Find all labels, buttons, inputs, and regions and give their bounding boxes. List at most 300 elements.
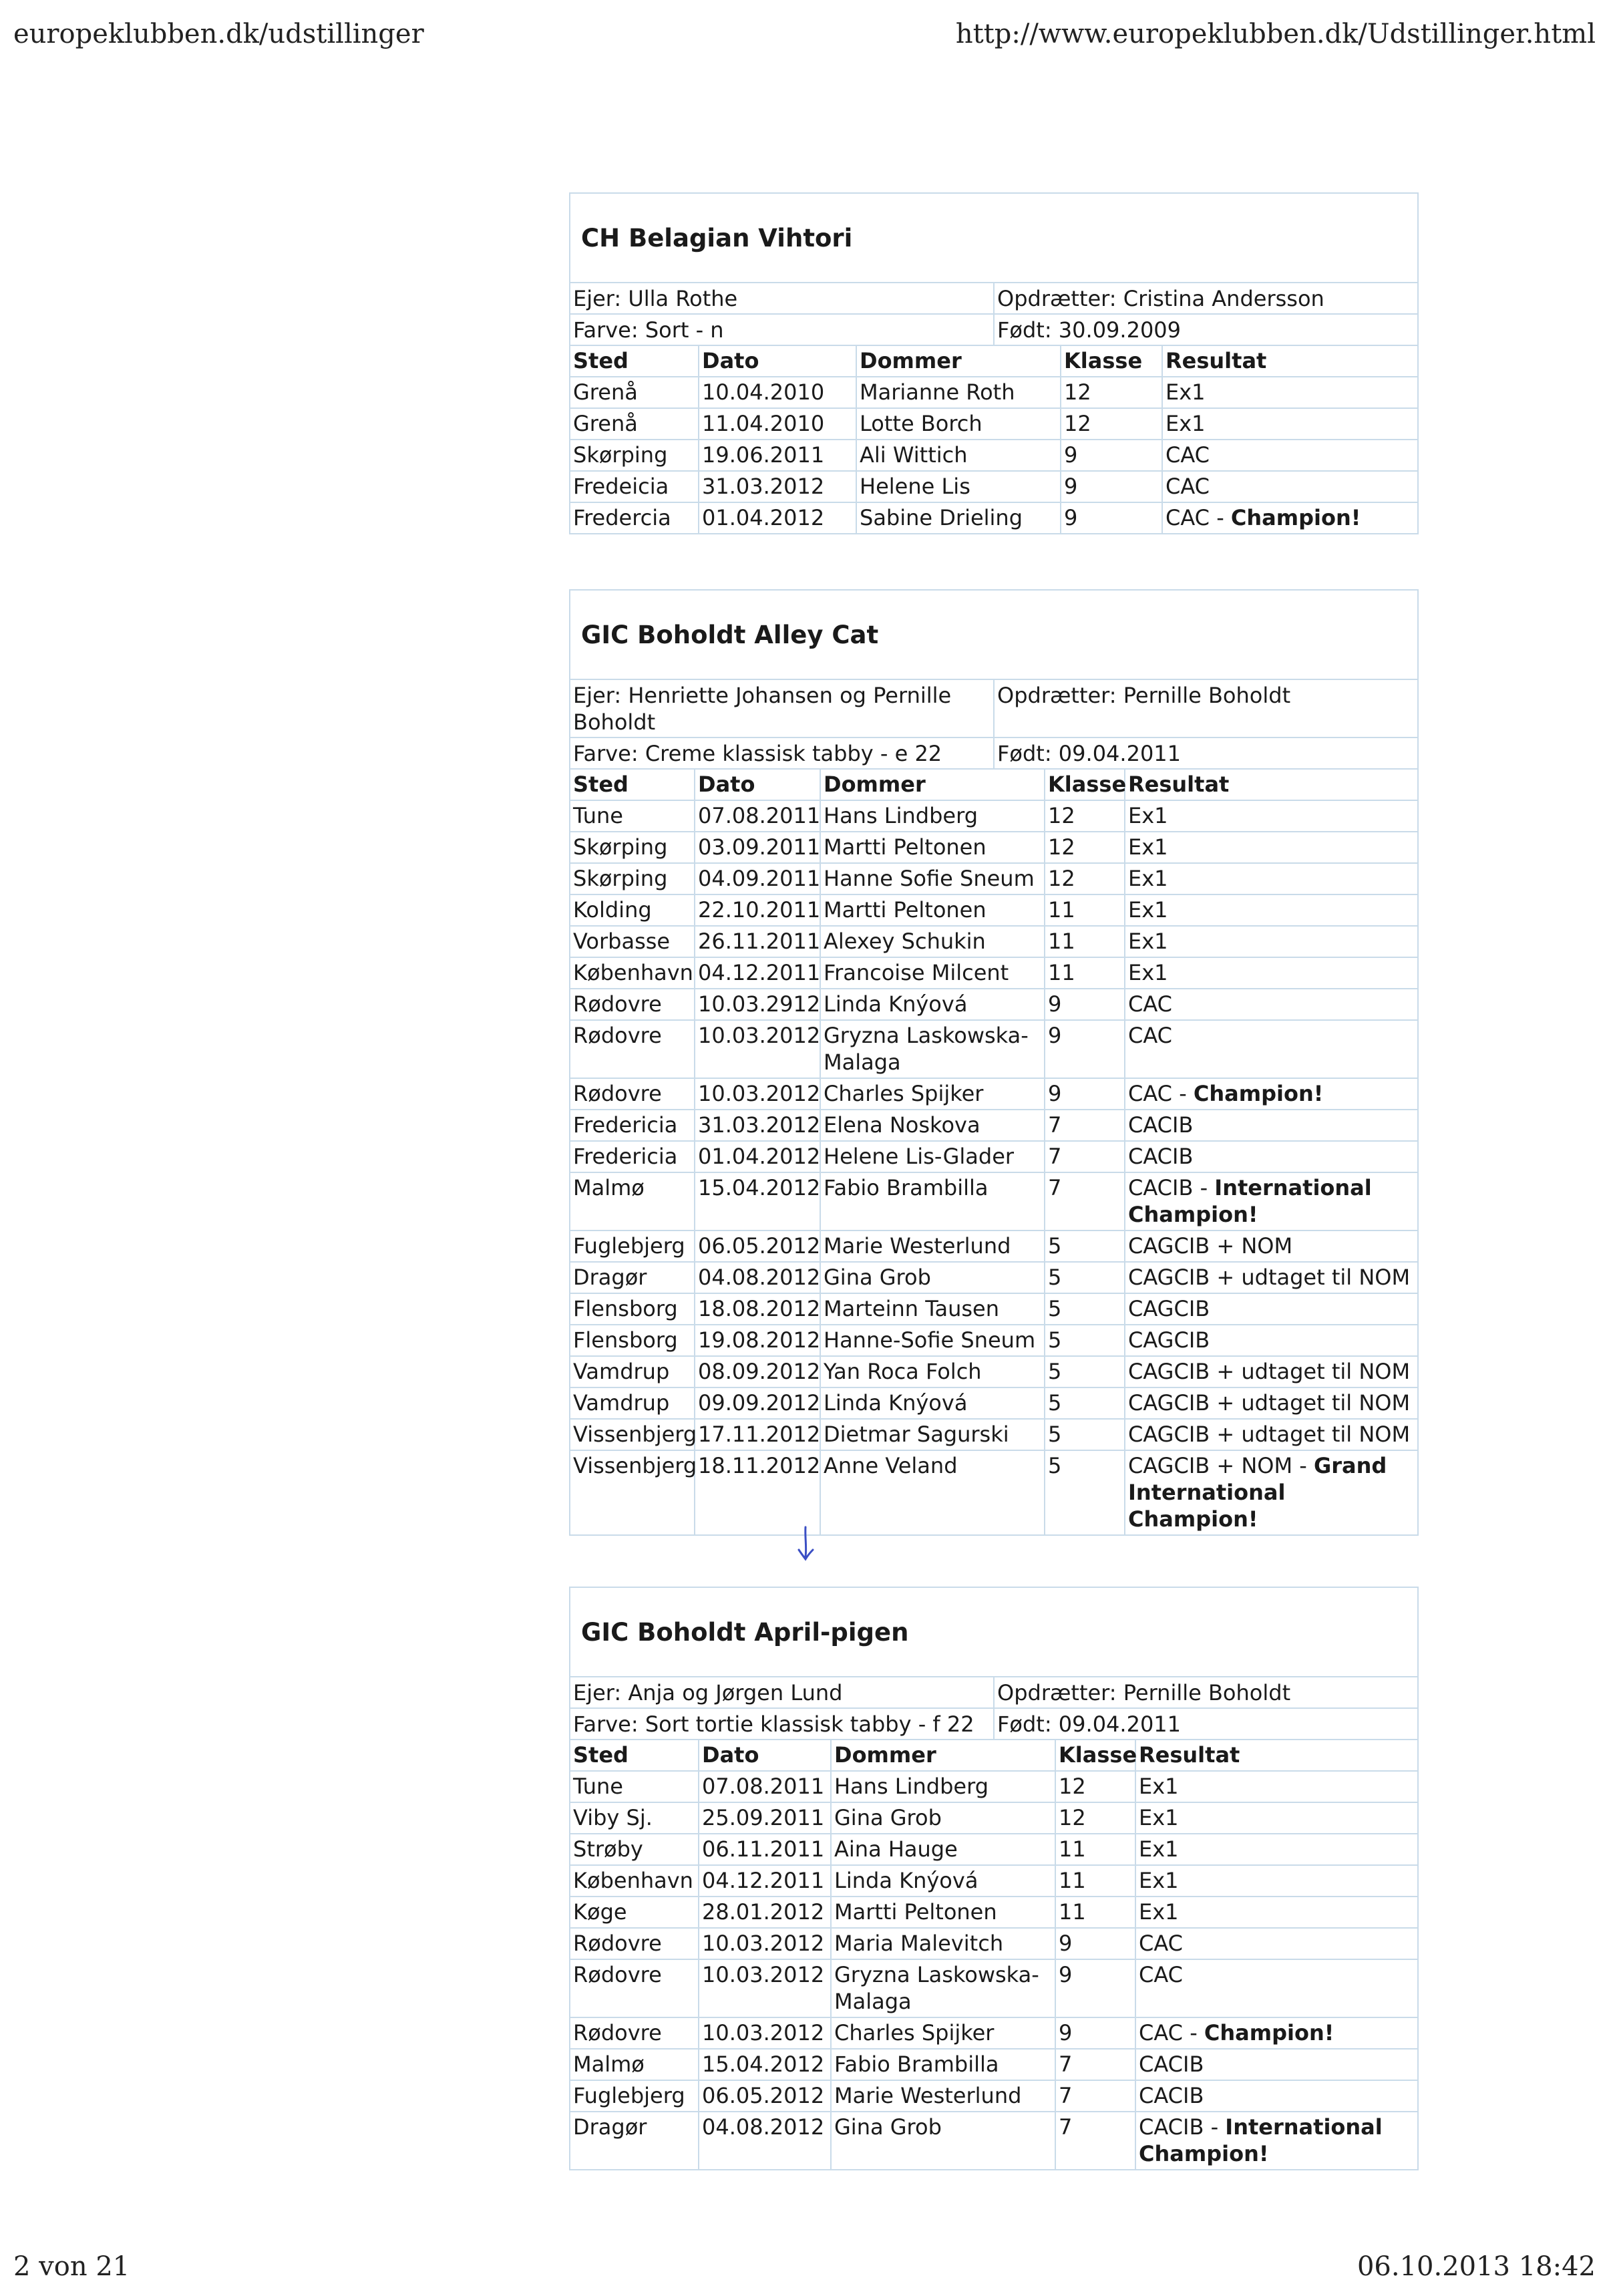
table-row [570, 1928, 1417, 1959]
cell-resultat [1125, 989, 1417, 1020]
column-header-klasse: Klasse [1045, 770, 1125, 800]
table-row [570, 1262, 1417, 1293]
cell-klasse: 12 [1061, 408, 1162, 440]
cell-klasse: 5 [1045, 1450, 1125, 1534]
result-text: CAC - [1139, 2020, 1204, 2045]
cell-dato: 09.09.2012 [695, 1387, 820, 1419]
result-text: Ex1 [1139, 1805, 1179, 1830]
owner: Ejer: Anja og Jørgen Lund [570, 1677, 994, 1708]
column-header-resultat: Resultat [1135, 1740, 1417, 1771]
cell-sted: Rødovre [570, 1959, 699, 2017]
cell-dommer: Hans Lindberg [820, 800, 1045, 832]
cell-klasse: 11 [1055, 1897, 1135, 1928]
table-row [570, 1356, 1417, 1387]
cell-resultat [1125, 1262, 1417, 1293]
result-text: Ex1 [1139, 1836, 1179, 1862]
cell-klasse: 9 [1055, 1959, 1135, 2017]
cell-sted: Vissenbjerg [570, 1419, 695, 1450]
cell-sted: Grenå [570, 377, 699, 408]
cell-sted: Kolding [570, 894, 695, 926]
breeder: Opdrætter: Pernille Boholdt [994, 1677, 1417, 1708]
cell-dommer: Aina Hauge [831, 1834, 1055, 1865]
cell-sted: København [570, 1865, 699, 1897]
column-header-dommer: Dommer [820, 770, 1045, 800]
cell-dato: 07.08.2011 [699, 1771, 831, 1802]
result-text: CAGCIB + udtaget til NOM [1128, 1422, 1411, 1447]
table-row [570, 1387, 1417, 1419]
table-row [570, 1897, 1417, 1928]
column-header-dato: Dato [695, 770, 820, 800]
cell-sted: Skørping [570, 832, 695, 863]
cell-dommer: Martti Peltonen [831, 1897, 1055, 1928]
table-row [570, 440, 1417, 471]
cell-sted: Strøby [570, 1834, 699, 1865]
cell-dato: 06.11.2011 [699, 1834, 831, 1865]
cell-resultat [1125, 1231, 1417, 1262]
cell-resultat [1125, 800, 1417, 832]
cell-dommer: Helene Lis-Glader [820, 1141, 1045, 1172]
print-header-left: europeklubben.dk/udstillinger [13, 19, 424, 49]
breeder: Opdrætter: Pernille Boholdt [994, 680, 1417, 737]
cat-info-table [570, 283, 1417, 346]
cell-resultat [1125, 894, 1417, 926]
cell-dommer: Lotte Borch [856, 408, 1061, 440]
cell-klasse: 12 [1061, 377, 1162, 408]
cell-dato: 01.04.2012 [695, 1141, 820, 1172]
result-text: Ex1 [1139, 1899, 1179, 1925]
results-table [570, 346, 1417, 533]
cell-dommer: Francoise Milcent [820, 957, 1045, 989]
table-row [570, 957, 1417, 989]
cell-klasse: 5 [1045, 1262, 1125, 1293]
cell-klasse: 12 [1045, 863, 1125, 894]
cell-resultat [1135, 1959, 1417, 2017]
result-text: CACIB [1128, 1144, 1194, 1169]
cell-sted: Rødovre [570, 989, 695, 1020]
title-achievement: Champion! [1193, 1081, 1324, 1106]
table-row [570, 989, 1417, 1020]
result-text: CAGCIB + NOM - [1128, 1453, 1314, 1478]
title-achievement: Champion! [1204, 2020, 1334, 2045]
cell-dommer: Linda Knýová [820, 1387, 1045, 1419]
cell-resultat [1125, 1078, 1417, 1110]
cell-resultat [1135, 2112, 1417, 2169]
cell-dato: 11.04.2010 [699, 408, 856, 440]
cell-sted: Fredeicia [570, 471, 699, 502]
table-row [570, 377, 1417, 408]
cell-klasse: 5 [1045, 1419, 1125, 1450]
cell-sted: Dragør [570, 2112, 699, 2169]
table-row [570, 1020, 1417, 1078]
cell-dommer: Gryzna Laskowska-Malaga [820, 1020, 1045, 1078]
color: Farve: Creme klassisk tabby - e 22 [570, 737, 994, 769]
cell-resultat [1125, 1141, 1417, 1172]
cell-sted: Fredericia [570, 1141, 695, 1172]
table-row [570, 800, 1417, 832]
cell-dato: 04.08.2012 [695, 1262, 820, 1293]
cell-sted: Rødovre [570, 2017, 699, 2049]
table-row [570, 471, 1417, 502]
result-text: CACIB [1139, 2083, 1204, 2108]
cell-klasse: 5 [1045, 1293, 1125, 1325]
cell-klasse: 11 [1045, 957, 1125, 989]
cell-klasse: 9 [1061, 502, 1162, 533]
table-row [570, 926, 1417, 957]
table-row [570, 1802, 1417, 1834]
cell-dommer: Gina Grob [831, 1802, 1055, 1834]
cell-dato: 04.12.2011 [699, 1865, 831, 1897]
title-achievement: International Champion! [1139, 2114, 1383, 2166]
cell-dato: 26.11.2011 [695, 926, 820, 957]
cat-name: GIC Boholdt Alley Cat [570, 591, 1417, 680]
table-row [570, 1231, 1417, 1262]
cell-dato: 06.05.2012 [699, 2080, 831, 2112]
print-footer-right: 06.10.2013 18:42 [1357, 2251, 1596, 2282]
cell-dommer: Dietmar Sagurski [820, 1419, 1045, 1450]
cell-klasse: 7 [1055, 2080, 1135, 2112]
cell-klasse: 7 [1045, 1141, 1125, 1172]
cell-sted: Vorbasse [570, 926, 695, 957]
cell-dato: 10.03.2012 [695, 1020, 820, 1078]
results-table [570, 1740, 1417, 2169]
result-text: CAC [1139, 1931, 1184, 1956]
cell-resultat [1125, 1325, 1417, 1356]
result-text: CAGCIB [1128, 1296, 1210, 1321]
table-row [570, 1865, 1417, 1897]
cell-sted: Vissenbjerg [570, 1450, 695, 1534]
cell-resultat [1135, 1802, 1417, 1834]
cell-dato: 18.08.2012 [695, 1293, 820, 1325]
table-row [570, 1078, 1417, 1110]
result-text: CAC [1128, 991, 1173, 1017]
owner: Ejer: Ulla Rothe [570, 283, 994, 314]
result-text: CAC [1128, 1023, 1173, 1048]
cat-info-table [570, 680, 1417, 770]
table-row [570, 1771, 1417, 1802]
result-text: Ex1 [1128, 960, 1168, 985]
cat-name: CH Belagian Vihtori [570, 194, 1417, 283]
cell-resultat [1125, 1020, 1417, 1078]
cell-dommer: Helene Lis [856, 471, 1061, 502]
cell-klasse: 11 [1055, 1834, 1135, 1865]
result-text: CAGCIB + udtaget til NOM [1128, 1265, 1411, 1290]
cell-dato: 25.09.2011 [699, 1802, 831, 1834]
cell-resultat [1125, 863, 1417, 894]
column-header-klasse: Klasse [1055, 1740, 1135, 1771]
cell-dato: 19.08.2012 [695, 1325, 820, 1356]
cell-klasse: 9 [1055, 1928, 1135, 1959]
cell-dato: 28.01.2012 [699, 1897, 831, 1928]
cell-sted: Viby Sj. [570, 1802, 699, 1834]
results-header-row [570, 346, 1417, 377]
cell-dommer: Elena Noskova [820, 1110, 1045, 1141]
cell-dommer: Fabio Brambilla [820, 1172, 1045, 1231]
column-header-dato: Dato [699, 1740, 831, 1771]
result-text: CACIB [1139, 2052, 1204, 2077]
cell-resultat [1125, 1387, 1417, 1419]
cell-klasse: 5 [1045, 1387, 1125, 1419]
cell-sted: Vamdrup [570, 1387, 695, 1419]
cell-sted: Skørping [570, 440, 699, 471]
born: Født: 09.04.2011 [994, 1708, 1417, 1740]
results-header-row [570, 1740, 1417, 1771]
cell-dommer: Maria Malevitch [831, 1928, 1055, 1959]
result-text: Ex1 [1128, 866, 1168, 891]
print-header-right: http://www.europeklubben.dk/Udstillinger.html [955, 19, 1596, 49]
cell-resultat [1135, 2080, 1417, 2112]
cell-resultat [1135, 2017, 1417, 2049]
table-row [570, 1450, 1417, 1534]
cell-sted: Tune [570, 1771, 699, 1802]
result-text: CAC [1139, 1962, 1184, 1987]
cell-dato: 03.09.2011 [695, 832, 820, 863]
cell-resultat [1162, 471, 1417, 502]
result-text: CAC - [1128, 1081, 1194, 1106]
arrow-down-icon [792, 1524, 819, 1565]
cat-card-belagian-vihtori [569, 192, 1419, 534]
title-achievement: Champion! [1230, 505, 1361, 530]
cell-dato: 10.03.2012 [695, 1078, 820, 1110]
result-text: Ex1 [1166, 379, 1206, 405]
result-text: Ex1 [1128, 929, 1168, 954]
cell-resultat [1125, 1110, 1417, 1141]
cell-sted: Rødovre [570, 1020, 695, 1078]
cell-klasse: 5 [1045, 1325, 1125, 1356]
table-row [570, 2080, 1417, 2112]
cell-dato: 15.04.2012 [699, 2049, 831, 2080]
cell-klasse: 5 [1045, 1231, 1125, 1262]
result-text: CAC [1166, 474, 1210, 499]
cell-klasse: 11 [1045, 894, 1125, 926]
cell-klasse: 9 [1061, 471, 1162, 502]
cell-dato: 10.03.2912 [695, 989, 820, 1020]
cell-dato: 31.03.2012 [695, 1110, 820, 1141]
cell-dommer: Martti Peltonen [820, 832, 1045, 863]
cell-resultat [1125, 926, 1417, 957]
table-row [570, 1834, 1417, 1865]
cell-dato: 04.12.2011 [695, 957, 820, 989]
result-text: CAGCIB + NOM [1128, 1233, 1293, 1259]
cell-sted: Tune [570, 800, 695, 832]
cell-dato: 31.03.2012 [699, 471, 856, 502]
born: Født: 30.09.2009 [994, 314, 1417, 345]
cell-dommer: Marie Westerlund [820, 1231, 1045, 1262]
cell-klasse: 7 [1055, 2049, 1135, 2080]
cell-klasse: 12 [1045, 832, 1125, 863]
cell-klasse: 9 [1045, 989, 1125, 1020]
cell-klasse: 12 [1055, 1771, 1135, 1802]
cell-sted: Vamdrup [570, 1356, 695, 1387]
cell-klasse: 11 [1055, 1865, 1135, 1897]
color: Farve: Sort tortie klassisk tabby - f 22 [570, 1708, 994, 1740]
cat-card-boholdt-alley-cat [569, 589, 1419, 1536]
cell-dato: 10.03.2012 [699, 2017, 831, 2049]
cell-sted: København [570, 957, 695, 989]
table-row [570, 2049, 1417, 2080]
cat-card-boholdt-april-pigen [569, 1587, 1419, 2170]
table-row [570, 2112, 1417, 2169]
column-header-sted: Sted [570, 770, 695, 800]
cell-dommer: Marianne Roth [856, 377, 1061, 408]
cell-resultat [1125, 1172, 1417, 1231]
cell-dato: 07.08.2011 [695, 800, 820, 832]
cell-resultat [1135, 1897, 1417, 1928]
cell-sted: Rødovre [570, 1928, 699, 1959]
cell-resultat [1162, 502, 1417, 533]
cell-sted: Skørping [570, 863, 695, 894]
title-achievement: International Champion! [1128, 1175, 1372, 1227]
cell-dommer: Charles Spijker [831, 2017, 1055, 2049]
cell-klasse: 9 [1045, 1078, 1125, 1110]
table-row [570, 1325, 1417, 1356]
cell-dommer: Gina Grob [831, 2112, 1055, 2169]
result-text: CAGCIB + udtaget til NOM [1128, 1390, 1411, 1416]
color: Farve: Sort - n [570, 314, 994, 345]
column-header-dato: Dato [699, 346, 856, 377]
table-row [570, 1110, 1417, 1141]
cell-resultat [1125, 832, 1417, 863]
table-row [570, 863, 1417, 894]
cell-sted: Malmø [570, 1172, 695, 1231]
cell-dato: 01.04.2012 [699, 502, 856, 533]
cell-dommer: Sabine Drieling [856, 502, 1061, 533]
cell-dommer: Linda Knýová [831, 1865, 1055, 1897]
table-row [570, 1172, 1417, 1231]
cell-dato: 10.03.2012 [699, 1959, 831, 2017]
result-text: CAGCIB [1128, 1327, 1210, 1353]
result-text: CAC [1166, 442, 1210, 468]
cat-info-table [570, 1677, 1417, 1740]
table-row [570, 1293, 1417, 1325]
column-header-sted: Sted [570, 346, 699, 377]
cell-resultat [1135, 1865, 1417, 1897]
cell-dommer: Hanne Sofie Sneum [820, 863, 1045, 894]
cell-dommer: Hans Lindberg [831, 1771, 1055, 1802]
cell-klasse: 7 [1045, 1110, 1125, 1141]
result-text: Ex1 [1128, 803, 1168, 828]
cell-sted: Dragør [570, 1262, 695, 1293]
cell-sted: Malmø [570, 2049, 699, 2080]
cell-sted: Rødovre [570, 1078, 695, 1110]
cell-dommer: Linda Knýová [820, 989, 1045, 1020]
breeder: Opdrætter: Cristina Andersson [994, 283, 1417, 314]
cell-dommer: Fabio Brambilla [831, 2049, 1055, 2080]
cell-sted: Fredericia [570, 1110, 695, 1141]
cell-dommer: Alexey Schukin [820, 926, 1045, 957]
print-footer-left: 2 von 21 [13, 2251, 130, 2282]
cell-sted: Flensborg [570, 1293, 695, 1325]
cell-klasse: 7 [1045, 1172, 1125, 1231]
cell-dato: 18.11.2012 [695, 1450, 820, 1534]
column-header-klasse: Klasse [1061, 346, 1162, 377]
column-header-resultat: Resultat [1125, 770, 1417, 800]
results-header-row [570, 770, 1417, 800]
cell-dato: 04.09.2011 [695, 863, 820, 894]
cell-dommer: Gryzna Laskowska-Malaga [831, 1959, 1055, 2017]
cell-dommer: Marteinn Tausen [820, 1293, 1045, 1325]
cell-klasse: 11 [1045, 926, 1125, 957]
result-text: Ex1 [1139, 1774, 1179, 1799]
cat-name: GIC Boholdt April-pigen [570, 1588, 1417, 1677]
result-text: CACIB - [1139, 2114, 1226, 2140]
table-row [570, 1141, 1417, 1172]
cell-sted: Køge [570, 1897, 699, 1928]
cell-klasse: 7 [1055, 2112, 1135, 2169]
cell-resultat [1135, 2049, 1417, 2080]
table-row [570, 2017, 1417, 2049]
cell-resultat [1135, 1928, 1417, 1959]
cell-klasse: 12 [1045, 800, 1125, 832]
cell-dato: 10.04.2010 [699, 377, 856, 408]
table-row [570, 1959, 1417, 2017]
cell-dato: 19.06.2011 [699, 440, 856, 471]
cell-resultat [1162, 377, 1417, 408]
cell-resultat [1135, 1834, 1417, 1865]
cell-dommer: Hanne-Sofie Sneum [820, 1325, 1045, 1356]
cell-dato: 06.05.2012 [695, 1231, 820, 1262]
table-row [570, 408, 1417, 440]
column-header-dommer: Dommer [831, 1740, 1055, 1771]
cell-resultat [1125, 1293, 1417, 1325]
column-header-resultat: Resultat [1162, 346, 1417, 377]
cell-resultat [1162, 408, 1417, 440]
cell-klasse: 9 [1061, 440, 1162, 471]
cell-dato: 22.10.2011 [695, 894, 820, 926]
cell-dommer: Anne Veland [820, 1450, 1045, 1534]
result-text: Ex1 [1128, 834, 1168, 860]
results-table [570, 770, 1417, 1534]
cell-resultat [1125, 1419, 1417, 1450]
cell-klasse: 9 [1045, 1020, 1125, 1078]
cell-sted: Fuglebjerg [570, 2080, 699, 2112]
result-text: Ex1 [1128, 897, 1168, 923]
cell-resultat [1125, 1356, 1417, 1387]
cell-resultat [1125, 1450, 1417, 1534]
cell-klasse: 12 [1055, 1802, 1135, 1834]
table-row [570, 1419, 1417, 1450]
result-text: CAC - [1166, 505, 1231, 530]
cell-sted: Grenå [570, 408, 699, 440]
result-text: CACIB [1128, 1112, 1194, 1138]
table-row [570, 502, 1417, 533]
owner: Ejer: Henriette Johansen og Pernille Boholdt [570, 680, 994, 737]
cell-resultat [1162, 440, 1417, 471]
column-header-dommer: Dommer [856, 346, 1061, 377]
title-achievement: Grand International Champion! [1128, 1453, 1387, 1532]
cell-sted: Fuglebjerg [570, 1231, 695, 1262]
cell-klasse: 5 [1045, 1356, 1125, 1387]
cell-dato: 15.04.2012 [695, 1172, 820, 1231]
result-text: CAGCIB + udtaget til NOM [1128, 1359, 1411, 1384]
cell-resultat [1135, 1771, 1417, 1802]
cell-dommer: Martti Peltonen [820, 894, 1045, 926]
cell-dato: 10.03.2012 [699, 1928, 831, 1959]
table-row [570, 894, 1417, 926]
born: Født: 09.04.2011 [994, 737, 1417, 769]
cell-resultat [1125, 957, 1417, 989]
cell-dato: 17.11.2012 [695, 1419, 820, 1450]
cell-sted: Flensborg [570, 1325, 695, 1356]
result-text: Ex1 [1139, 1868, 1179, 1893]
cell-klasse: 9 [1055, 2017, 1135, 2049]
cell-dommer: Gina Grob [820, 1262, 1045, 1293]
cell-dommer: Yan Roca Folch [820, 1356, 1045, 1387]
column-header-sted: Sted [570, 1740, 699, 1771]
table-row [570, 832, 1417, 863]
cell-dommer: Marie Westerlund [831, 2080, 1055, 2112]
cell-dommer: Charles Spijker [820, 1078, 1045, 1110]
cell-dato: 04.08.2012 [699, 2112, 831, 2169]
